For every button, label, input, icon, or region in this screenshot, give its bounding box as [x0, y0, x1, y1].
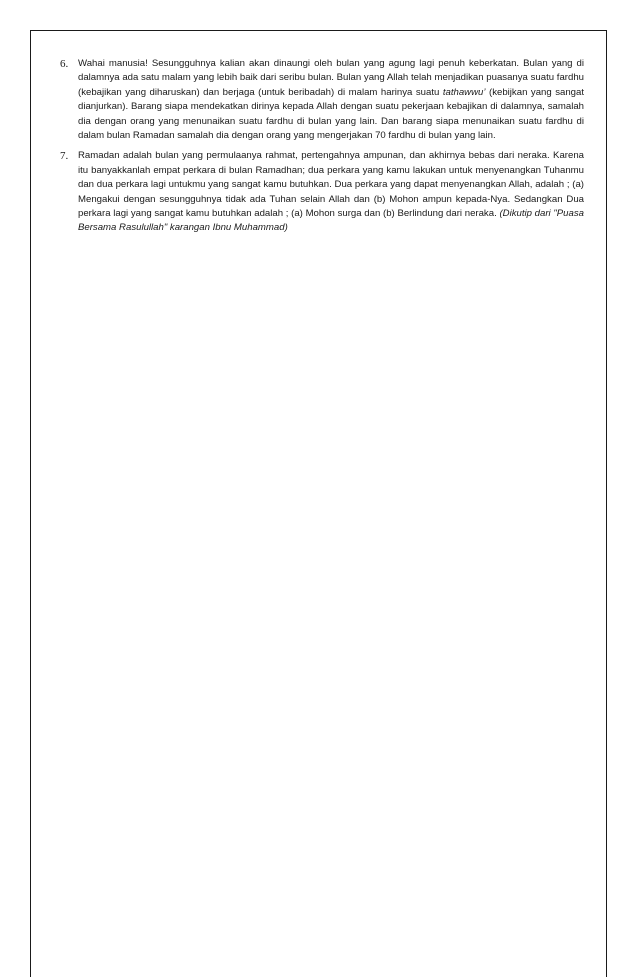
list-item-6: [60, 57, 584, 143]
hadith-list: [60, 57, 584, 242]
italic-term: tathawwu’: [442, 86, 486, 98]
list-item-7: [60, 149, 584, 235]
item-number: 6.: [60, 58, 69, 70]
item-number: 7.: [60, 150, 69, 163]
item-text: Ramadan adalah bulan yang permulaanya rahmat, pertengahnya ampunan, dan akhirnya bebas dari neraka. Karena itu banyakkanlah empat perkara di bulan Ramadhan; dua perkara yang kamu lakukan untuk menyenangkan Tuhanmu dan dua perkara lagi untukmu yang sangat kamu butuhkan. Dua perkara yang dapat menyenangkan Allah, adalah ; (a) Mengakui dengan sesungguhnya tidak ada Tuhan selain Allah dan (b) Mohon ampun kepada-Nya. Sedangkan Dua perkara lagi yang sangat kamu butuhkan adalah ; (a) Mohon surga dan (b) Berlindung dari neraka.: [78, 150, 584, 220]
item-text-continued: (kebijkan yang sangat dianjurkan). Barang siapa mendekatkan dirinya kepada Allah dengan suatu pekerjaan kebajikan di dalamnya, samalah dia dengan orang yang menunaikan suatu fardhu di bulan yang lain. Dan barang siapa menunaikan suatu fardhu di dalam bulan Ramadan samalah dia dengan orang yang mengerjakan 70 fardhu di bulan yang lain.: [78, 86, 585, 142]
item-text: Wahai manusia! Sesungguhnya kalian akan dinaungi oleh bulan yang agung lagi penuh keberkatan. Bulan yang di dalamnya ada satu malam yang lebih baik dari seribu bulan. Bulan yang Allah telah menjadikan puasanya suatu fardhu (kebajikan yang diharuskan) dan berjaga (untuk beribadah) di malam harinya suatu: [78, 58, 584, 98]
citation: (Dikutip dari "Puasa Bersama Rasulullah" karangan Ibnu Muhammad): [78, 208, 584, 234]
